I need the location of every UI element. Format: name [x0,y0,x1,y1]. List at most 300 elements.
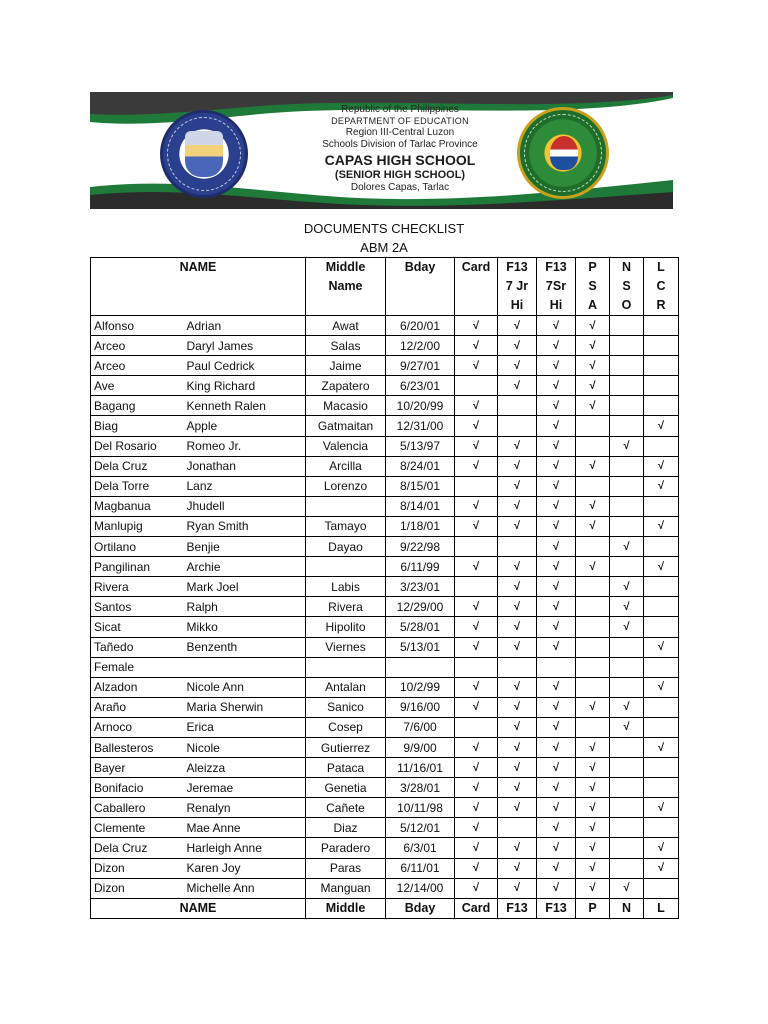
cell-card: √ [455,336,498,356]
cell-first-name: Adrian [184,316,306,336]
cell-last-name: Arceo [91,336,184,356]
cell-lcr [644,617,679,637]
cell-card [455,577,498,597]
cell-psa: √ [576,376,610,396]
cell-card: √ [455,557,498,577]
cell-f137-sr: √ [537,878,576,898]
footer-card: Card [455,898,498,918]
cell-bday: 7/6/00 [386,717,455,737]
cell-last-name: Pangilinan [91,557,184,577]
cell-psa [576,717,610,737]
cell-bday: 5/13/97 [386,436,455,456]
cell-f137-sr: √ [537,597,576,617]
cell-middle-name: Arcilla [306,456,386,476]
cell-f137-jr: √ [498,697,537,717]
header-middle-name: Middle Name [306,258,386,316]
cell-f137-sr: √ [537,778,576,798]
cell-lcr: √ [644,516,679,536]
student-row [91,758,679,778]
cell-middle-name: Macasio [306,396,386,416]
header-f137-jr-hi: F13 7 Jr Hi [498,258,537,316]
cell-lcr [644,758,679,778]
cell-bday: 9/27/01 [386,356,455,376]
cell-nso [610,838,644,858]
cell-psa: √ [576,396,610,416]
cell-card: √ [455,316,498,336]
cell-last-name: Santos [91,597,184,617]
cell-nso [610,758,644,778]
cell-card: √ [455,416,498,436]
cell-middle-name: Manguan [306,878,386,898]
cell-bday: 3/28/01 [386,778,455,798]
cell-nso: √ [610,717,644,737]
cell-f137-jr: √ [498,858,537,878]
cell-nso [610,456,644,476]
cell-f137-sr: √ [537,637,576,657]
cell-first-name: Renalyn [184,798,306,818]
student-row [91,878,679,898]
student-row [91,617,679,637]
cell-bday: 12/31/00 [386,416,455,436]
cell-psa: √ [576,737,610,757]
cell-first-name: Karen Joy [184,858,306,878]
cell-psa: √ [576,818,610,838]
cell-last-name: Del Rosario [91,436,184,456]
student-row [91,356,679,376]
cell-psa [576,577,610,597]
cell-last-name: Caballero [91,798,184,818]
cell-psa: √ [576,456,610,476]
cell-nso [610,818,644,838]
cell-nso: √ [610,697,644,717]
cell-psa [576,436,610,456]
cell-bday: 11/16/01 [386,758,455,778]
cell-first-name: Benjie [184,537,306,557]
cell-first-name: Daryl James [184,336,306,356]
student-row [91,557,679,577]
cell-bday: 3/23/01 [386,577,455,597]
student-row [91,838,679,858]
cell-lcr [644,697,679,717]
cell-card [455,717,498,737]
cell-middle-name: Salas [306,336,386,356]
cell-middle-name: Cañete [306,798,386,818]
cell-middle-name: Gatmaitan [306,416,386,436]
cell-lcr: √ [644,798,679,818]
cell-first-name: Kenneth Ralen [184,396,306,416]
cell-first-name: Harleigh Anne [184,838,306,858]
student-row [91,316,679,336]
student-row [91,637,679,657]
cell-psa: √ [576,838,610,858]
cell-nso [610,416,644,436]
cell-nso: √ [610,537,644,557]
cell-card: √ [455,798,498,818]
cell-lcr: √ [644,838,679,858]
capas-high-school-seal-logo [517,107,609,199]
cell-first-name: Mark Joel [184,577,306,597]
cell-middle-name: Dayao [306,537,386,557]
cell-psa [576,476,610,496]
cell-first-name: Jonathan [184,456,306,476]
cell-middle-name: Diaz [306,818,386,838]
cell-card: √ [455,858,498,878]
cell-card: √ [455,818,498,838]
cell-f137-jr: √ [498,476,537,496]
student-row [91,476,679,496]
cell-f137-jr: √ [498,637,537,657]
cell-card: √ [455,396,498,416]
cell-f137-sr: √ [537,577,576,597]
cell-last-name: Manlupig [91,516,184,536]
document-title: DOCUMENTS CHECKLIST [303,221,465,236]
cell-last-name: Arnoco [91,717,184,737]
cell-last-name: Magbanua [91,496,184,516]
cell-bday: 9/22/98 [386,537,455,557]
cell-f137-sr: √ [537,557,576,577]
cell-psa: √ [576,758,610,778]
student-row [91,376,679,396]
cell-f137-jr: √ [498,336,537,356]
cell-psa: √ [576,516,610,536]
cell-nso [610,496,644,516]
cell-bday: 10/2/99 [386,677,455,697]
cell-lcr: √ [644,416,679,436]
cell-middle-name: Tamayo [306,516,386,536]
student-row [91,818,679,838]
cell-f137-jr: √ [498,758,537,778]
cell-psa [576,677,610,697]
cell-nso [610,858,644,878]
student-row [91,516,679,536]
cell-f137-sr: √ [537,396,576,416]
student-row [91,697,679,717]
cell-last-name: Bayer [91,758,184,778]
cell-first-name: Ralph [184,597,306,617]
cell-f137-sr: √ [537,456,576,476]
footer-bday: Bday [386,898,455,918]
cell-f137-sr: √ [537,818,576,838]
cell-lcr: √ [644,476,679,496]
cell-last-name: Rivera [91,577,184,597]
cell-bday: 9/16/00 [386,697,455,717]
cell-card: √ [455,436,498,456]
header-f137-sr-hi: F13 7Sr Hi [537,258,576,316]
cell-bday: 1/18/01 [386,516,455,536]
cell-bday: 6/3/01 [386,838,455,858]
cell-f137-jr: √ [498,436,537,456]
student-row [91,717,679,737]
cell-f137-jr: √ [498,456,537,476]
cell-f137-jr: √ [498,557,537,577]
student-row [91,537,679,557]
cell-nso [610,316,644,336]
cell-lcr [644,336,679,356]
cell-first-name: Mikko [184,617,306,637]
empty-cell [386,657,455,677]
letterhead-division: Schools Division of Tarlac Province [322,139,478,151]
student-row [91,436,679,456]
student-row [91,858,679,878]
cell-lcr: √ [644,737,679,757]
header-name: NAME [91,258,306,316]
cell-psa: √ [576,697,610,717]
cell-f137-sr: √ [537,356,576,376]
cell-nso [610,778,644,798]
documents-checklist-table [90,257,679,919]
cell-f137-sr: √ [537,838,576,858]
cell-f137-sr: √ [537,436,576,456]
empty-cell [455,657,498,677]
cell-first-name: Benzenth [184,637,306,657]
cell-f137-sr: √ [537,316,576,336]
cell-last-name: Alfonso [91,316,184,336]
cell-f137-jr: √ [498,798,537,818]
cell-f137-sr: √ [537,476,576,496]
cell-lcr: √ [644,858,679,878]
cell-middle-name: Genetia [306,778,386,798]
cell-f137-jr: √ [498,597,537,617]
cell-middle-name: Rivera [306,597,386,617]
cell-last-name: Dela Cruz [91,838,184,858]
cell-f137-jr [498,537,537,557]
table-header-row [91,258,679,316]
cell-card: √ [455,456,498,476]
cell-last-name: Ortilano [91,537,184,557]
cell-card: √ [455,677,498,697]
cell-f137-jr: √ [498,356,537,376]
cell-f137-sr: √ [537,798,576,818]
student-row [91,597,679,617]
cell-f137-sr: √ [537,416,576,436]
student-row [91,577,679,597]
cell-bday: 6/20/01 [386,316,455,336]
cell-psa: √ [576,356,610,376]
cell-lcr [644,316,679,336]
school-address: Dolores Capas, Tarlac [350,182,450,194]
table-footer-row [91,898,679,918]
cell-middle-name: Labis [306,577,386,597]
footer-name: NAME [91,898,306,918]
cell-lcr [644,878,679,898]
cell-nso [610,737,644,757]
cell-middle-name: Antalan [306,677,386,697]
cell-last-name: Araño [91,697,184,717]
cell-card [455,476,498,496]
cell-card: √ [455,617,498,637]
cell-middle-name: Awat [306,316,386,336]
footer-middle: Middle [306,898,386,918]
cell-nso [610,677,644,697]
cell-first-name: Archie [184,557,306,577]
cell-first-name: Michelle Ann [184,878,306,898]
cell-nso [610,557,644,577]
cell-lcr [644,717,679,737]
cell-nso [610,476,644,496]
cell-card: √ [455,516,498,536]
student-row [91,798,679,818]
letterhead-text [300,104,500,194]
cell-last-name: Dizon [91,858,184,878]
cell-middle-name: Gutierrez [306,737,386,757]
cell-last-name: Sicat [91,617,184,637]
cell-psa: √ [576,496,610,516]
cell-nso: √ [610,597,644,617]
cell-middle-name [306,557,386,577]
cell-f137-jr: √ [498,778,537,798]
cell-lcr [644,396,679,416]
cell-first-name: Jeremae [184,778,306,798]
cell-f137-sr: √ [537,617,576,637]
header-bday: Bday [386,258,455,316]
cell-middle-name: Zapatero [306,376,386,396]
cell-f137-sr: √ [537,336,576,356]
cell-f137-jr [498,416,537,436]
student-row [91,456,679,476]
cell-bday: 9/9/00 [386,737,455,757]
cell-card: √ [455,697,498,717]
cell-f137-jr: √ [498,316,537,336]
cell-last-name: Bagang [91,396,184,416]
cell-nso: √ [610,577,644,597]
cell-f137-jr: √ [498,577,537,597]
cell-lcr [644,436,679,456]
cell-f137-jr: √ [498,677,537,697]
cell-middle-name: Paradero [306,838,386,858]
cell-card: √ [455,597,498,617]
cell-last-name: Dizon [91,878,184,898]
cell-nso [610,516,644,536]
cell-f137-sr: √ [537,376,576,396]
empty-cell [644,657,679,677]
cell-bday: 5/12/01 [386,818,455,838]
cell-psa [576,597,610,617]
cell-lcr: √ [644,456,679,476]
section-title: ABM 2A [360,240,408,255]
cell-middle-name: Lorenzo [306,476,386,496]
cell-f137-sr: √ [537,697,576,717]
cell-first-name: Erica [184,717,306,737]
cell-first-name: Apple [184,416,306,436]
cell-card: √ [455,737,498,757]
cell-middle-name: Viernes [306,637,386,657]
cell-middle-name [306,496,386,516]
empty-cell [610,657,644,677]
cell-first-name: Nicole Ann [184,677,306,697]
cell-bday: 8/24/01 [386,456,455,476]
cell-bday: 8/14/01 [386,496,455,516]
cell-last-name: Arceo [91,356,184,376]
cell-psa [576,637,610,657]
letterhead-republic: Republic of the Philippines [341,104,459,115]
cell-f137-sr: √ [537,737,576,757]
cell-bday: 6/11/99 [386,557,455,577]
cell-last-name: Clemente [91,818,184,838]
cell-bday: 10/20/99 [386,396,455,416]
cell-nso [610,356,644,376]
cell-lcr: √ [644,557,679,577]
student-row [91,737,679,757]
cell-first-name: Nicole [184,737,306,757]
empty-cell [537,657,576,677]
cell-bday: 12/14/00 [386,878,455,898]
cell-card [455,537,498,557]
cell-bday: 5/13/01 [386,637,455,657]
letterhead-banner [90,92,673,209]
cell-card: √ [455,778,498,798]
cell-lcr [644,577,679,597]
cell-last-name: Alzadon [91,677,184,697]
cell-middle-name: Cosep [306,717,386,737]
section-label: Female [91,657,306,677]
student-row [91,416,679,436]
cell-nso [610,396,644,416]
cell-card: √ [455,878,498,898]
cell-f137-jr: √ [498,496,537,516]
cell-f137-sr: √ [537,496,576,516]
deped-seal-logo [160,110,248,198]
cell-nso: √ [610,436,644,456]
cell-bday: 6/23/01 [386,376,455,396]
cell-card: √ [455,838,498,858]
school-name: CAPAS HIGH SCHOOL [324,151,476,168]
cell-card: √ [455,356,498,376]
cell-f137-jr [498,818,537,838]
cell-nso [610,336,644,356]
cell-bday: 10/11/98 [386,798,455,818]
cell-first-name: Jhudell [184,496,306,516]
cell-f137-jr [498,396,537,416]
cell-first-name: Aleizza [184,758,306,778]
footer-f137-sr: F13 [537,898,576,918]
cell-psa: √ [576,316,610,336]
cell-middle-name: Hipolito [306,617,386,637]
cell-f137-jr: √ [498,516,537,536]
cell-psa: √ [576,336,610,356]
cell-f137-sr: √ [537,858,576,878]
empty-cell [306,657,386,677]
cell-lcr [644,496,679,516]
cell-psa: √ [576,798,610,818]
cell-psa: √ [576,878,610,898]
cell-bday: 5/28/01 [386,617,455,637]
cell-bday: 12/29/00 [386,597,455,617]
cell-f137-jr: √ [498,737,537,757]
cell-nso: √ [610,878,644,898]
cell-f137-jr: √ [498,617,537,637]
header-psa: P S A [576,258,610,316]
student-row [91,778,679,798]
cell-nso: √ [610,617,644,637]
cell-f137-jr: √ [498,838,537,858]
cell-first-name: Ryan Smith [184,516,306,536]
cell-lcr: √ [644,637,679,657]
cell-psa [576,617,610,637]
cell-middle-name: Valencia [306,436,386,456]
cell-first-name: Mae Anne [184,818,306,838]
cell-f137-sr: √ [537,758,576,778]
cell-middle-name: Sanico [306,697,386,717]
cell-nso [610,637,644,657]
cell-lcr [644,597,679,617]
cell-first-name: Lanz [184,476,306,496]
cell-f137-sr: √ [537,677,576,697]
cell-f137-sr: √ [537,537,576,557]
cell-nso [610,798,644,818]
cell-card: √ [455,496,498,516]
student-row [91,677,679,697]
cell-middle-name: Pataca [306,758,386,778]
